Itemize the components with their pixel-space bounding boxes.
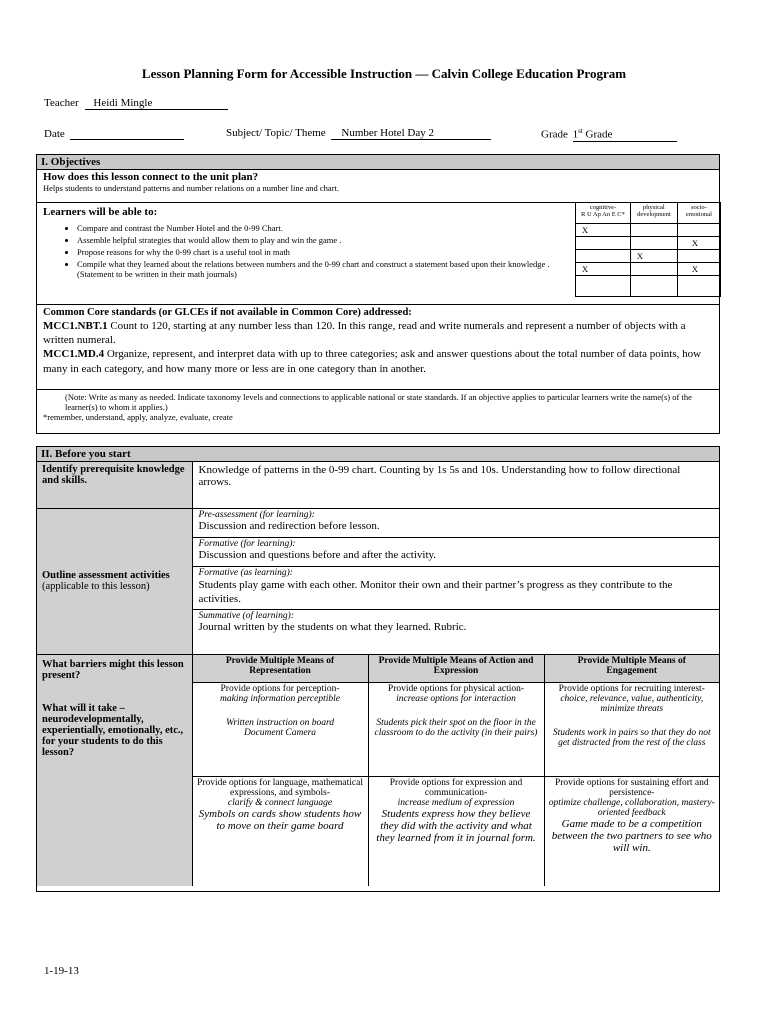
udl-text: Written instruction on board: [225, 717, 335, 728]
udl-text: choice, relevance, value, authenticity, minimize threats: [560, 693, 704, 714]
grade-suffix: Grade: [582, 128, 613, 141]
udl-text: Provide options for expression and communication-: [389, 777, 523, 798]
udl-cell: [368, 682, 544, 776]
udl-text: increase medium of expression: [397, 797, 515, 808]
cell-phys-4: [630, 263, 677, 276]
subject-field[interactable]: Number Hotel Day 2: [331, 127, 491, 140]
standard-2-code: MCC1.MD.4: [43, 348, 105, 360]
date-label: Date: [44, 128, 65, 140]
date-row: [44, 127, 184, 140]
standard-1-text: Count to 120, starting at any number less than 120. In this range, read and write numerals and represent a number of objects with a written numeral.: [43, 320, 686, 346]
prereq-text: Knowledge of patterns in the 0-99 chart. Counting by 1s 5s and 10s. Understanding how to follow directional arrows.: [192, 462, 719, 508]
udl-header-engagement: Provide Multiple Means of Engagement: [544, 654, 719, 682]
assessment-formative-for-label: Formative (for learning):: [198, 538, 296, 549]
subject-label: Subject/ Topic/ Theme: [226, 127, 326, 139]
cell-cog-3: [576, 250, 631, 263]
udl-text: making information perceptible: [220, 693, 340, 704]
udl-text: Game made to be a competition between the two partners to see who will win.: [551, 817, 712, 854]
udl-text: Provide options for sustaining effort and persistence-: [554, 777, 709, 798]
prereq-label: Identify prerequisite knowledge and skills.: [37, 462, 192, 508]
objective-list: [37, 223, 587, 281]
notes: [37, 390, 719, 423]
udl-cell: [368, 776, 544, 886]
grade-row: [541, 127, 677, 142]
objective-item: • Assemble helpful strategies that would allow them to play and win the game .: [77, 235, 587, 245]
teacher-row: [44, 97, 228, 110]
assessment-summative: [192, 609, 719, 654]
standard-2: [43, 347, 713, 377]
udl-cell: [192, 776, 368, 886]
udl-cell: [192, 682, 368, 776]
note-text: (Note: Write as many as needed. Indicate taxonomy levels and connections to applicable national or state standards. If an objective applies to particular learners write the name(s) of the learner(s) to whom it applies.): [65, 392, 692, 412]
assessment-summative-text: Journal written by the students on what they learned. Rubric.: [198, 620, 467, 633]
assessment-sub: (applicable to this lesson): [42, 581, 150, 592]
udl-cell: [544, 682, 719, 776]
unit-connection: [37, 170, 719, 203]
udl-text: Provide options for physical action-: [387, 683, 525, 694]
udl-text: increase options for interaction: [396, 693, 516, 704]
subject-row: [226, 127, 491, 140]
objective-item: • Propose reasons for why the 0-99 chart is a useful tool in math: [77, 247, 587, 257]
assessment-summative-label: Summative (of learning):: [198, 610, 295, 621]
assessment-formative-for-text: Discussion and questions before and after the activity.: [198, 548, 437, 561]
udl-text: Document Camera: [243, 727, 317, 738]
barriers-cell: [37, 654, 192, 886]
standard-2-text: Organize, represent, and interpret data with up to three categories; ask and answer questions about the total number of data points, how many in each category, and how many more or less are in one category than in another.: [43, 348, 702, 375]
udl-text: Students express how they believe they did with the activity and what they learned from it in journal form.: [376, 807, 536, 844]
col-cognitive: cognitive- R U Ap An E C*: [576, 203, 631, 224]
take-question: What will it take – neurodevelopmentally, experientially, emotionally, etc., for your students to do this lesson?: [42, 702, 184, 758]
common-core: [37, 305, 719, 390]
assessment-label-cell: [37, 508, 192, 654]
udl-header-representation: Provide Multiple Means of Representation: [192, 654, 368, 682]
date-field[interactable]: [70, 127, 184, 140]
udl-text: clarify & connect language: [227, 797, 333, 808]
udl-text: Students pick their spot on the floor in the classroom to do the activity (in their pairs): [374, 717, 538, 738]
grade-label: Grade: [541, 128, 568, 141]
udl-cell: [544, 776, 719, 886]
learners-label: Learners will be able to:: [43, 206, 158, 218]
col-physical: physical development: [630, 203, 677, 224]
form-title: Lesson Planning Form for Accessible Instruction — Calvin College Education Program: [141, 66, 627, 81]
udl-text: Provide options for language, mathematical expressions, and symbols-: [197, 777, 363, 798]
udl-header-action: Provide Multiple Means of Action and Expression: [368, 654, 544, 682]
standard-1-code: MCC1.NBT.1: [43, 320, 108, 332]
cell-soc-1: [677, 224, 720, 237]
cell-soc-4: X: [677, 263, 720, 276]
standard-1: [43, 319, 713, 347]
objectives-heading: I. Objectives: [37, 155, 719, 170]
udl-text: Students work in pairs so that they do not get distracted from the rest of the class: [552, 727, 711, 748]
grade-field[interactable]: [573, 127, 677, 142]
assessment-formative-as: [192, 566, 719, 609]
learner-objectives: [37, 203, 719, 305]
objective-item: • Compile what they learned about the relations between numbers and the 0-99 chart and construct a statement based upon their knowledge . (Statement to be written in their math journals): [77, 259, 587, 279]
connect-answer: Helps students to understand patterns and number relations on a number line and chart.: [43, 183, 340, 193]
objective-item: • Compare and contrast the Number Hotel and the 0-99 Chart.: [77, 223, 587, 233]
before-section: [36, 446, 720, 892]
domain-grid: [575, 202, 721, 297]
barriers-question: What barriers might this lesson present?: [42, 658, 184, 681]
assessment-pre-text: Discussion and redirection before lesson.: [198, 519, 380, 532]
assessment-formative-as-text: Students play game with each other. Monitor their own and their partner’s progress as they contribute to the activities.: [198, 578, 673, 605]
before-table: [37, 462, 719, 886]
cc-heading: Common Core standards (or GLCEs if not available in Common Core) addressed:: [43, 307, 412, 318]
udl-text: Symbols on cards show students how to move on their game board: [198, 807, 362, 832]
grade-number: 1: [572, 128, 579, 141]
assessment-label: Outline assessment activities: [42, 570, 170, 581]
col-socio: socio- emotional: [677, 203, 720, 224]
assessment-pre: [192, 508, 719, 537]
cell-soc-3: [677, 250, 720, 263]
cell-phys-2: [630, 237, 677, 250]
udl-text: Provide options for recruiting interest-: [558, 683, 705, 694]
assessment-formative-as-label: Formative (as learning):: [198, 567, 293, 578]
connect-question: How does this lesson connect to the unit plan?: [43, 171, 259, 183]
assessment-pre-label: Pre-assessment (for learning):: [198, 509, 315, 520]
cell-cog-4: X: [576, 263, 631, 276]
cell-cog-1: X: [576, 224, 631, 237]
assessment-formative-for: [192, 537, 719, 566]
teacher-field[interactable]: Heidi Mingle: [85, 97, 228, 110]
cell-cog-2: [576, 237, 631, 250]
cell-phys-1: [630, 224, 677, 237]
teacher-label: Teacher: [44, 97, 79, 109]
taxonomy-text: *remember, understand, apply, analyze, evaluate, create: [43, 412, 233, 422]
footer-date: 1-19-13: [44, 965, 79, 977]
udl-text: Provide options for perception-: [220, 683, 340, 694]
cell-soc-2: X: [677, 237, 720, 250]
objectives-section: [36, 154, 720, 434]
before-heading: II. Before you start: [37, 447, 719, 462]
cell-phys-3: X: [630, 250, 677, 263]
udl-text: optimize challenge, collaboration, mastery-oriented feedback: [548, 797, 715, 818]
grade-sup: st: [578, 127, 583, 135]
